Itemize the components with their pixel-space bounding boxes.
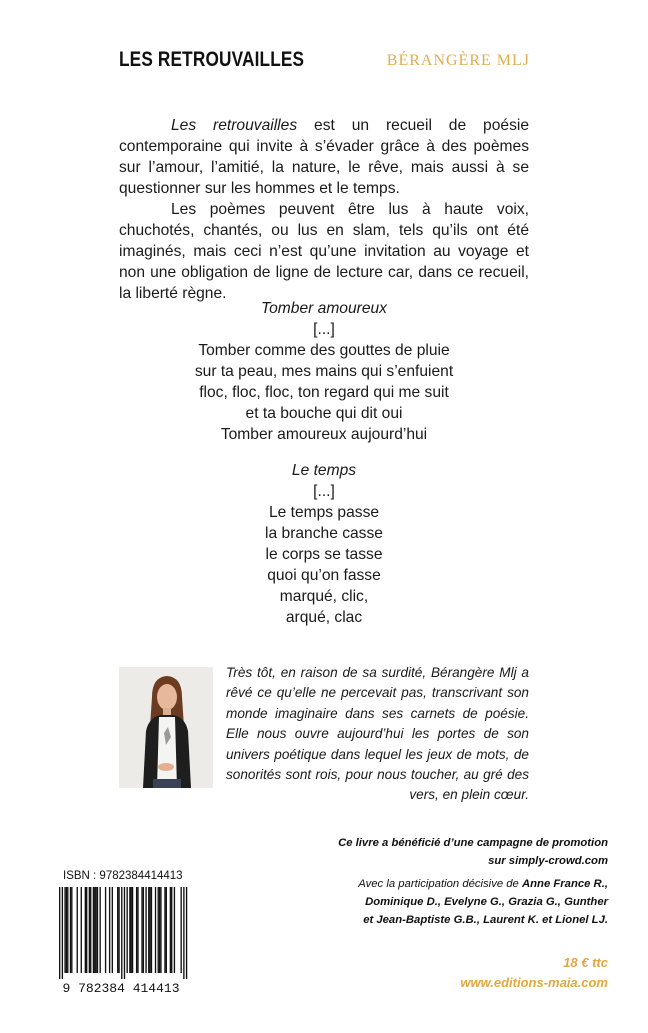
poem-title: Tomber amoureux: [261, 300, 387, 317]
barcode-bar: [109, 887, 110, 973]
barcode-bar: [127, 887, 128, 973]
barcode-bar: [129, 887, 130, 973]
intro-book-title: Les retrouvailles: [171, 117, 298, 134]
barcode-bar: [141, 887, 142, 973]
poem-line: Tomber comme des gouttes de pluie: [198, 342, 450, 359]
barcode-bar: [62, 887, 63, 979]
poem-line: Le temps passe: [268, 504, 380, 521]
poem-title: Le temps: [291, 462, 357, 479]
poem-line: la branche casse: [265, 525, 383, 542]
poem-line: [...]: [313, 483, 335, 500]
barcode-bar: [149, 887, 150, 973]
barcode-bar: [143, 887, 144, 973]
barcode-bar: [117, 887, 118, 973]
intro-text: [119, 115, 529, 304]
barcode-bar: [145, 887, 146, 973]
barcode: [51, 885, 191, 995]
publisher-website-link[interactable]: www.editions-maia.com: [460, 975, 608, 990]
barcode-bar: [59, 887, 60, 979]
participation-intro: Avec la participation décisive de: [358, 878, 522, 890]
author-portrait-image: [119, 667, 213, 788]
barcode-digits: 9 782384 414413: [62, 981, 180, 995]
participant-name: Anne France R.,: [521, 878, 608, 890]
barcode-bar: [100, 887, 101, 973]
barcode-bar: [160, 887, 161, 973]
intro-paragraph-1: [119, 115, 529, 199]
participation-line-1: [358, 875, 608, 893]
barcode-bar: [155, 887, 156, 973]
barcode-bar: [112, 887, 113, 973]
poem-line: quoi qu’on fasse: [267, 567, 381, 584]
barcode-bar: [186, 887, 187, 979]
poem-line: marqué, clic,: [279, 588, 369, 605]
book-title: LES RETROUVAILLES: [119, 48, 305, 71]
barcode-bar: [71, 887, 72, 973]
barcode-bar: [64, 887, 65, 973]
barcode-bar: [170, 887, 171, 973]
poem-line: le corps se tasse: [265, 546, 383, 563]
poem-line: arqué, clac: [285, 609, 363, 626]
barcode-bar: [121, 887, 122, 979]
barcode-bar: [151, 887, 152, 973]
barcode-bar: [118, 887, 119, 973]
barcode-bar: [86, 887, 87, 973]
barcode-bar: [124, 887, 125, 979]
participation-line-3: [358, 911, 608, 929]
barcode-bar: [131, 887, 132, 973]
poem-line: [...]: [313, 321, 335, 338]
poem-line: sur ta peau, mes mains qui s’enfuient: [194, 363, 454, 380]
barcode-bar: [132, 887, 133, 973]
participant-names: Dominique D., Evelyne G., Grazia G., Gunther: [365, 896, 608, 908]
barcode-bar: [137, 887, 138, 973]
barcode-bar: [67, 887, 68, 973]
barcode-bar: [171, 887, 172, 973]
barcode-bar: [85, 887, 86, 973]
barcode-bar: [95, 887, 96, 973]
barcode-bar: [181, 887, 182, 973]
barcode-graphic: [51, 885, 191, 995]
barcode-bar: [166, 887, 167, 973]
barcode-bar: [158, 887, 159, 973]
barcode-bar: [89, 887, 90, 973]
barcode-bar: [70, 887, 71, 973]
participation-line-2: [358, 893, 608, 911]
barcode-bar: [136, 887, 137, 973]
barcode-bar: [77, 887, 78, 973]
price-label: 18 € ttc: [563, 955, 608, 970]
author-photo: [119, 667, 213, 788]
barcode-bar: [66, 887, 67, 973]
intro-paragraph-2: Les poèmes peuvent être lus à haute voix, chuchotés, chantés, ou lus en slam, tels qu’ils ont été imaginés, mais ceci n’est qu’une invitation au voyage et non une obligation de ligne de lecture car, dans ce recueil, la liberté règne.: [119, 201, 529, 302]
barcode-bar: [93, 887, 94, 973]
barcode-bar: [159, 887, 160, 973]
poem-excerpt-tomber-amoureux: [119, 298, 529, 445]
barcode-bar: [183, 887, 184, 979]
barcode-bar: [105, 887, 106, 973]
poem-line: floc, floc, floc, ton regard qui me suit: [199, 384, 449, 401]
author-name: BÉRANGÈRE MLJ: [386, 52, 530, 69]
participation-credits: [358, 875, 608, 929]
participant-names: et Jean-Baptiste G.B., Laurent K. et Lionel LJ.: [363, 914, 608, 926]
poem-excerpt-le-temps: [119, 460, 529, 628]
promotion-note: [338, 834, 608, 870]
barcode-bar: [81, 887, 82, 973]
barcode-bar: [90, 887, 91, 973]
barcode-bar: [174, 887, 175, 973]
poem-line: Tomber amoureux aujourd’hui: [220, 426, 428, 443]
barcode-bar: [94, 887, 95, 973]
barcode-bar: [164, 887, 165, 973]
barcode-bar: [148, 887, 149, 973]
promotion-line-1: Ce livre a bénéficié d’une campagne de promotion: [338, 837, 608, 849]
isbn-label: ISBN : 9782384414413: [63, 870, 183, 882]
barcode-bar: [97, 887, 98, 973]
author-biography: Très tôt, en raison de sa surdité, Bérangère Mlj a rêvé ce qu’elle ne percevait pas, transcrivant son monde imaginaire dans ses carnets de poésie. Elle nous ouvre aujourd’hui les portes de son univers poétique dans lequel les jeux de mots, de sonorités sont rois, pour nous toucher, au gré des vers, en plein cœur.: [226, 665, 529, 803]
intro-paragraph-1-text: est un recueil de poésie contemporaine qui invite à s’évader grâce à des poèmes sur l’amour, l’amitié, la nature, le rêve, mais aussi à se questionner sur les hommes et le temps.: [119, 117, 530, 197]
promotion-line-2: sur simply-crowd.com: [488, 855, 608, 867]
poem-line: et ta bouche qui dit oui: [245, 405, 403, 422]
